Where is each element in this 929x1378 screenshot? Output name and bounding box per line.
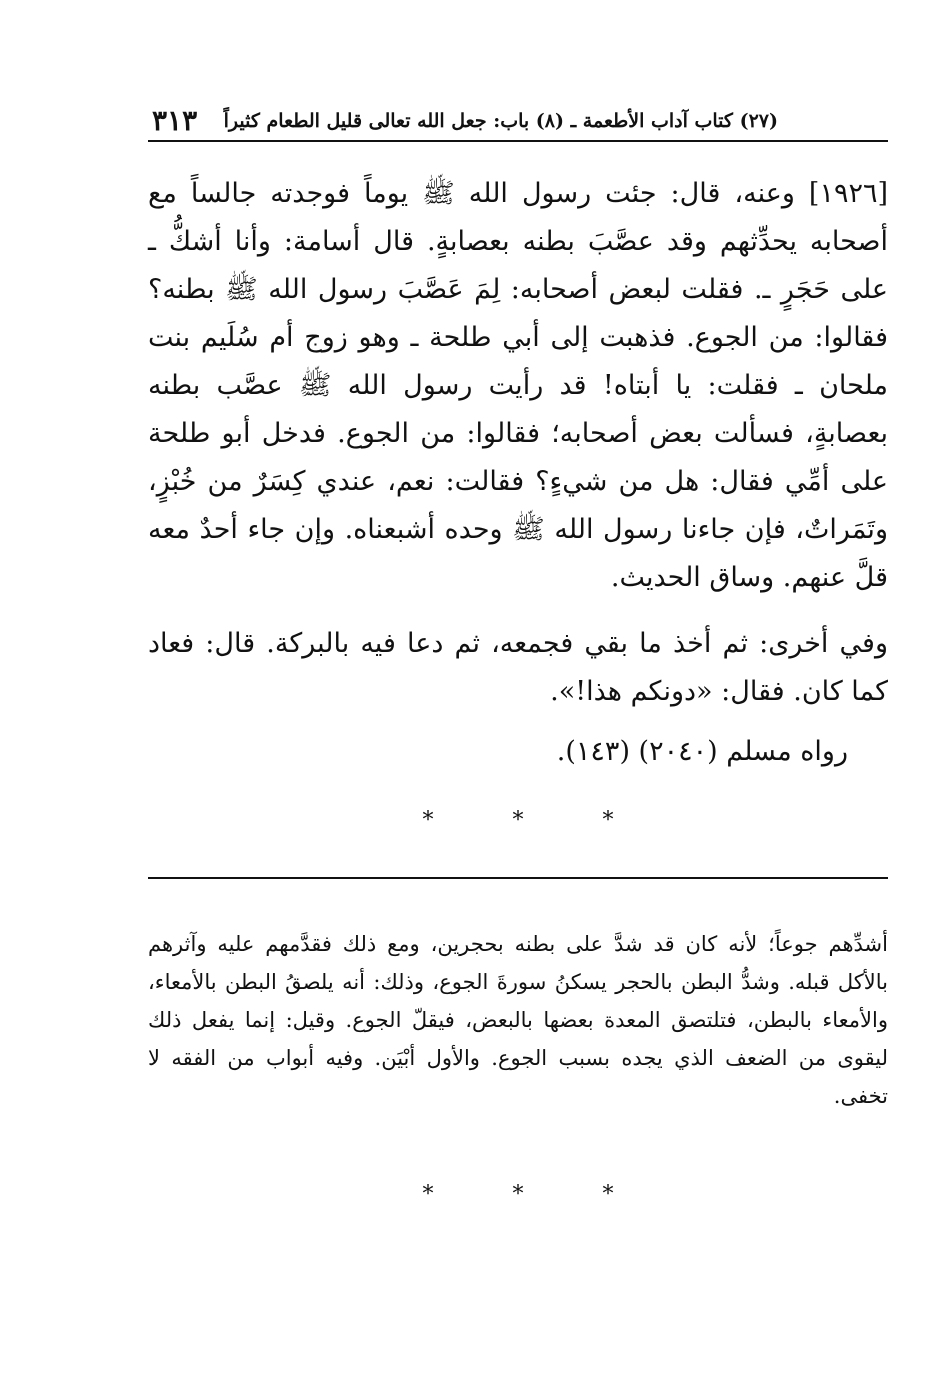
hadith-number: [١٩٢٦] [808,178,888,209]
source-reference: رواه مسلم (٢٠٤٠) (١٤٣). [556,736,848,767]
separator-star: * [422,1182,434,1207]
footnote [148,925,888,1115]
separator-star: * [512,808,524,833]
separator-star: * [602,808,614,833]
separator-star: * [602,1182,614,1207]
footnote-rule [148,877,888,879]
page-header [148,104,888,138]
footnote-separator [148,1182,888,1207]
section-separator [148,808,888,833]
separator-star: * [422,808,434,833]
main-text [148,170,888,776]
page-number: ٣١٣ [152,104,198,137]
hadith-paragraph [148,170,888,602]
additional-narration: وفي أخرى: ثم أخذ ما بقي فجمعه، ثم دعا فيه بالبركة. قال: فعاد كما كان. فقال: «دونكم هذا!». [148,628,888,707]
hadith-text: وعنه، قال: جئت رسول الله ﷺ يوماً فوجدته جالساً مع أصحابه يحدِّثهم وقد عصَّبَ بطنه بعصابةٍ. قال أسامة: وأنا أشكُّ ـ على حَجَرٍ ـ. فقلت لبعض أصحابه: لِمَ عَصَّبَ رسول الله ﷺ بطنه؟ فقالوا: من الجوع. فذهبت إلى أبي طلحة ـ وهو زوج أم سُلَيم بنت ملحان ـ فقلت: يا أبتاه! قد رأيت رسول الله ﷺ عصَّب بطنه بعصابةٍ، فسألت بعض أصحابه؛ فقالوا: من الجوع. فدخل أبو طلحة على أمِّي فقال: هل من شيءٍ؟ فقالت: نعم، عندي كِسَرٌ من خُبْزٍ، وتَمَراتٌ، فإن جاءنا رسول الله ﷺ وحده أشبعناه. وإن جاء أحدٌ معه قلَّ عنهم. وساق الحديث. [148,178,888,593]
running-head: (٢٧) كتاب آداب الأطعمة ـ (٨) باب: جعل الله تعالى قليل الطعام كثيراً [223,110,778,132]
header-rule [148,140,888,142]
footnote-text: أشدِّهم جوعاً؛ لأنه كان قد شدَّ على بطنه بحجرين، ومع ذلك فقدَّمهم عليه وآثرهم بالأكل قبله. وشدُّ البطن بالحجر يسكنُ سورةَ الجوع، وذلك: أنه يلصقُ البطن بالأمعاء، والأمعاء بالبطن، فتلتصق المعدة بعضها بالبعض، فيقلّ الجوع. وقيل: إنما يفعل ذلك ليقوى من الضعف الذي يجده بسبب الجوع. والأول أبْيَن. وفيه أبواب من الفقه لا تخفى. [148,932,888,1108]
separator-star: * [512,1182,524,1207]
